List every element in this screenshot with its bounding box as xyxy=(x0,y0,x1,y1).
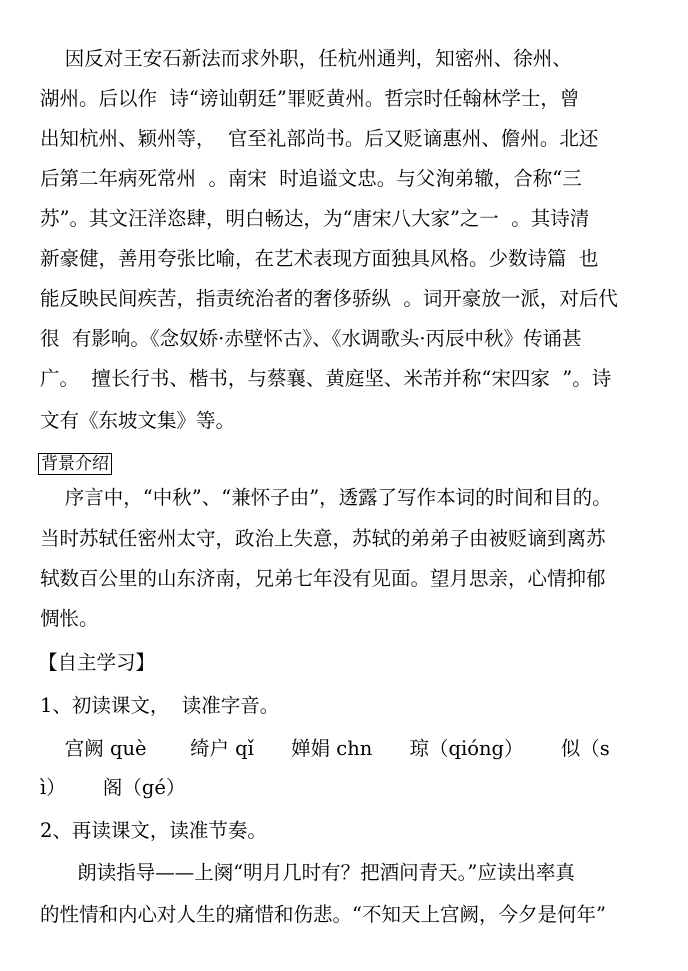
study-heading: 【自主学习】 xyxy=(38,651,156,674)
bio-line-3: 出知杭州、颖州等， 官至礼部尚书。后又贬谪惠州、儋州。北还 xyxy=(40,127,599,150)
background-line-1: 序言中，“中秋”、“兼怀子由”，透露了写作本词的时间和目的。 xyxy=(40,486,612,509)
pinyin-line-1: 宫阙 què 绮户 qǐ 婵娟 chn 琼（qióng） 似（s xyxy=(40,737,610,760)
study-item-1: 1、初读课文， 读准字音。 xyxy=(40,694,280,717)
bio-line-7: 能反映民间疾苦，指责统治者的奢侈骄纵 。词开豪放一派，对后代 xyxy=(40,287,618,310)
background-line-3: 轼数百公里的山东济南，兄弟七年没有见面。望月思亲，心情抑郁 xyxy=(40,567,606,590)
guide-line-2: 的性情和内心对人生的痛惜和伤悲。“不知天上宫阙，今夕是何年” xyxy=(40,903,606,926)
bio-line-1: 因反对王安石新法而求外职，任杭州通判，知密州、徐州、 xyxy=(40,47,572,70)
bio-line-2: 湖州。后以作 诗“谤讪朝廷”罪贬黄州。哲宗时任翰林学士，曾 xyxy=(40,87,580,110)
bio-line-6: 新豪健，善用夸张比喻，在艺术表现方面独具风格。少数诗篇 也 xyxy=(40,247,599,270)
study-item-2: 2、再读课文，读准节奏。 xyxy=(40,819,267,842)
bio-line-9: 广。 擅长行书、楷书，与蔡襄、黄庭坚、米芾并称“宋四家 ”。诗 xyxy=(40,367,612,390)
background-heading: 背景介绍 xyxy=(38,453,112,475)
background-line-4: 惆怅。 xyxy=(40,607,99,630)
pinyin-line-2: ì） 阁（gé） xyxy=(40,776,186,799)
guide-line-1: 朗读指导——上阕“明月几时有？把酒问青天。”应读出率真 xyxy=(40,861,575,884)
background-line-2: 当时苏轼任密州太守，政治上失意，苏轼的弟弟子由被贬谪到离苏 xyxy=(40,527,606,550)
bio-line-10: 文有《东坡文集》等。 xyxy=(40,409,236,432)
bio-line-5: 苏”。其文汪洋恣肆，明白畅达，为“唐宋八大家”之一 。其诗清 xyxy=(40,207,590,230)
bio-line-8: 很 有影响。《念奴娇·赤壁怀古》、《水调歌头·丙辰中秋》传诵甚 xyxy=(40,327,582,350)
bio-line-4: 后第二年病死常州 。南宋 时追谥文忠。与父洵弟辙，合称“三 xyxy=(40,167,582,190)
